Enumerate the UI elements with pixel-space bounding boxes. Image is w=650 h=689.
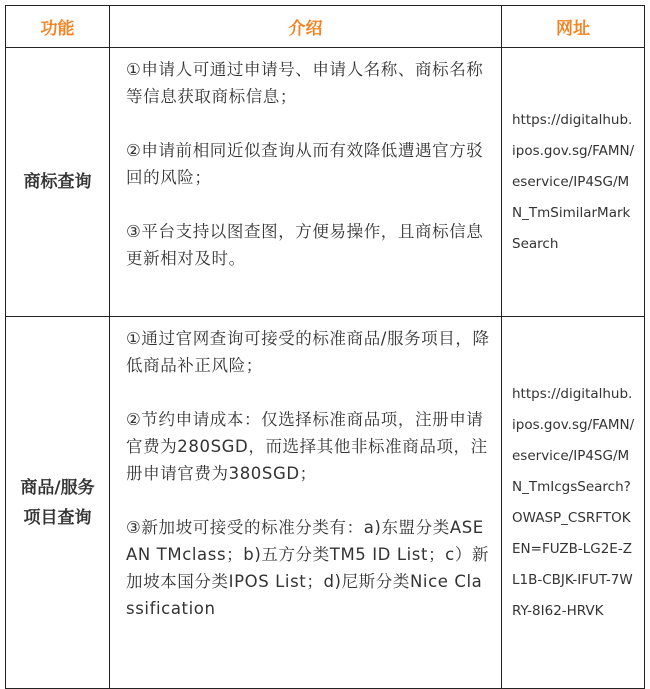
- url-cell[interactable]: https://digitalhub.ipos.gov.sg/FAMN/eservice/IP4SG/MN_TmSimilarMarkSearch: [502, 48, 645, 317]
- trademark-info-table: [5, 5, 645, 689]
- intro-cell: [110, 317, 502, 689]
- header-url: 网址: [502, 6, 645, 48]
- table-row-goods-services-search: [6, 317, 645, 689]
- intro-point-1: ①申请人可通过申请号、申请人名称、商标名称等信息获取商标信息；: [126, 60, 484, 106]
- header-row: [6, 6, 645, 48]
- intro-point-2: ②申请前相同近似查询从而有效降低遭遇官方驳回的风险；: [126, 141, 484, 187]
- intro-point-3: ③平台支持以图查图，方便易操作，且商标信息更新相对及时。: [126, 222, 484, 268]
- header-intro: 介绍: [110, 6, 502, 48]
- intro-point-1: ①通过官网查询可接受的标准商品/服务项目，降低商品补正风险；: [126, 329, 490, 375]
- intro-point-2: ②节约申请成本：仅选择标准商品项，注册申请官费为280SGD，而选择其他非标准商品项，注册申请官费为380SGD；: [126, 410, 488, 483]
- header-function: 功能: [6, 6, 110, 48]
- intro-cell: [110, 48, 502, 317]
- function-cell: 商品/服务项目查询: [6, 317, 110, 689]
- url-cell[interactable]: https://digitalhub.ipos.gov.sg/FAMN/eservice/IP4SG/MN_TmIcgsSearch?OWASP_CSRFTOKEN=FUZB-LG2E-ZL1B-CBJK-IFUT-7WRY-8I62-HRVK: [502, 317, 645, 689]
- table-row-trademark-search: [6, 48, 645, 317]
- intro-point-3: ③新加坡可接受的标准分类有：a)东盟分类ASEAN TMclass；b)五方分类TM5 ID List；c）新加坡本国分类IPOS List；d)尼斯分类Nice Classification: [126, 518, 490, 618]
- function-cell: 商标查询: [6, 48, 110, 317]
